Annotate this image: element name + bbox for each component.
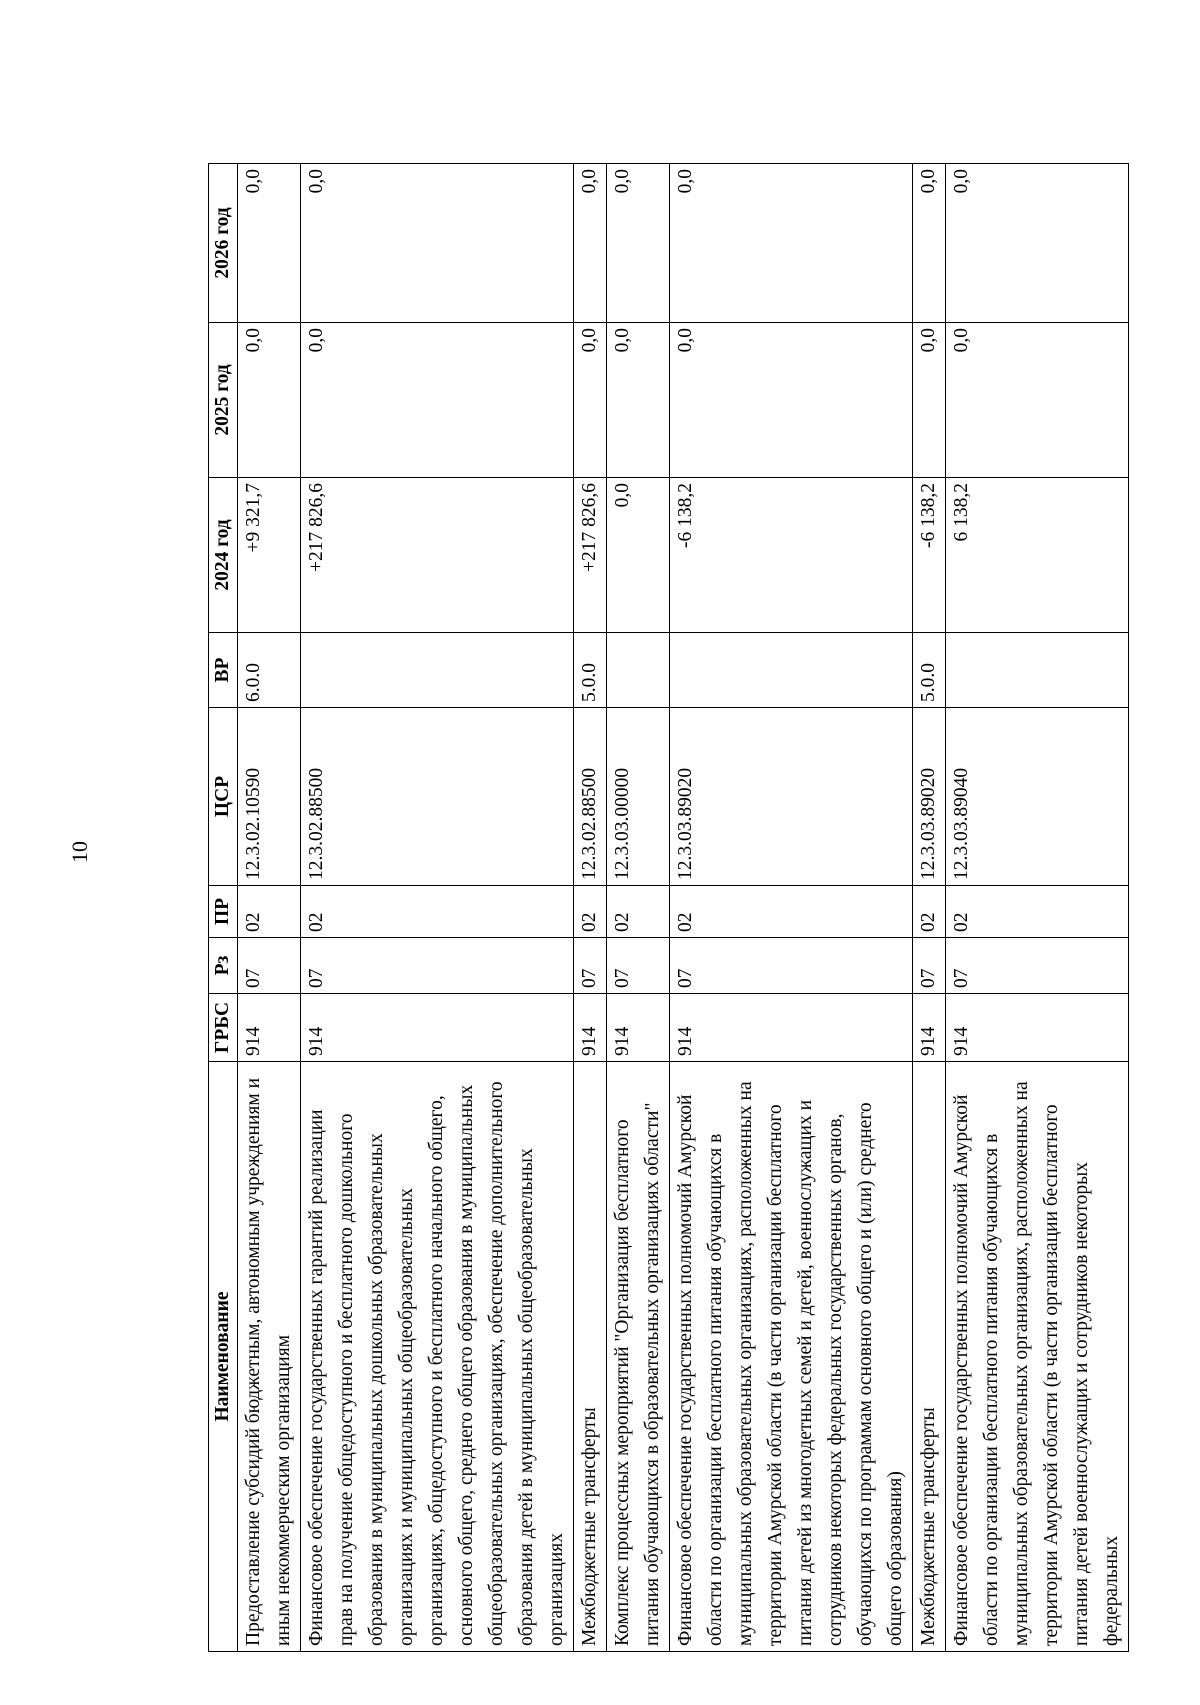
cell-rz: 07 bbox=[238, 938, 301, 994]
cell-rz: 07 bbox=[301, 938, 574, 994]
cell-pr: 02 bbox=[238, 886, 301, 938]
table-row bbox=[574, 164, 607, 1652]
cell-rz: 07 bbox=[607, 938, 670, 994]
cell-2025: 0,0 bbox=[301, 323, 574, 478]
cell-grbs: 914 bbox=[946, 994, 1129, 1062]
cell-name: Предоставление субсидий бюджетным, автономным учреждениям и иным некоммерческим организациям bbox=[238, 1062, 301, 1652]
header-rz: Рз bbox=[209, 938, 238, 994]
cell-vr: 5.0.0 bbox=[913, 633, 946, 708]
cell-csr: 12.3.03.89020 bbox=[913, 708, 946, 886]
cell-2026: 0,0 bbox=[946, 164, 1129, 323]
cell-vr bbox=[607, 633, 670, 708]
cell-vr bbox=[670, 633, 913, 708]
cell-csr: 12.3.03.89020 bbox=[670, 708, 913, 886]
table-row bbox=[238, 164, 301, 1652]
cell-2024: +9 321,7 bbox=[238, 478, 301, 633]
cell-rz: 07 bbox=[670, 938, 913, 994]
table-row bbox=[946, 164, 1129, 1652]
cell-grbs: 914 bbox=[574, 994, 607, 1062]
table-row bbox=[301, 164, 574, 1652]
cell-2024: 6 138,2 bbox=[946, 478, 1129, 633]
cell-grbs: 914 bbox=[301, 994, 574, 1062]
cell-pr: 02 bbox=[301, 886, 574, 938]
cell-2026: 0,0 bbox=[607, 164, 670, 323]
header-pr: ПР bbox=[209, 886, 238, 938]
cell-2024: -6 138,2 bbox=[913, 478, 946, 633]
header-2024: 2024 год bbox=[209, 478, 238, 633]
cell-2024: 0,0 bbox=[607, 478, 670, 633]
cell-2026: 0,0 bbox=[670, 164, 913, 323]
cell-name: Межбюджетные трансферты bbox=[913, 1062, 946, 1652]
cell-2025: 0,0 bbox=[670, 323, 913, 478]
cell-vr bbox=[301, 633, 574, 708]
table-row bbox=[913, 164, 946, 1652]
cell-vr bbox=[946, 633, 1129, 708]
cell-csr: 12.3.02.88500 bbox=[574, 708, 607, 886]
cell-vr: 6.0.0 bbox=[238, 633, 301, 708]
cell-rz: 07 bbox=[946, 938, 1129, 994]
cell-2026: 0,0 bbox=[913, 164, 946, 323]
cell-2024: -6 138,2 bbox=[670, 478, 913, 633]
cell-grbs: 914 bbox=[913, 994, 946, 1062]
header-csr: ЦСР bbox=[209, 708, 238, 886]
header-grbs: ГРБС bbox=[209, 994, 238, 1062]
cell-name: Финансовое обеспечение государственных полномочий Амурской области по организации бесплатного питания обучающихся в муниципальных образовательных организациях, расположенных на территории Амурской области (в части организации бесплатного питания детей из многодетных семей и детей, военнослужащих и сотрудников некоторых федеральных государственных органов, обучающихся по программам основного общего и (или) среднего общего образования) bbox=[670, 1062, 913, 1652]
cell-2025: 0,0 bbox=[607, 323, 670, 478]
cell-pr: 02 bbox=[946, 886, 1129, 938]
budget-table bbox=[208, 163, 1129, 1652]
cell-name: Комплекс процессных мероприятий "Организация бесплатного питания обучающихся в образовательных организациях области" bbox=[607, 1062, 670, 1652]
cell-pr: 02 bbox=[913, 886, 946, 938]
cell-2025: 0,0 bbox=[574, 323, 607, 478]
cell-vr: 5.0.0 bbox=[574, 633, 607, 708]
table-row bbox=[670, 164, 913, 1652]
cell-pr: 02 bbox=[607, 886, 670, 938]
header-vr: ВР bbox=[209, 633, 238, 708]
cell-name: Межбюджетные трансферты bbox=[574, 1062, 607, 1652]
header-name: Наименование bbox=[209, 1062, 238, 1652]
table-row bbox=[607, 164, 670, 1652]
cell-2026: 0,0 bbox=[574, 164, 607, 323]
cell-grbs: 914 bbox=[670, 994, 913, 1062]
header-2025: 2025 год bbox=[209, 323, 238, 478]
cell-pr: 02 bbox=[574, 886, 607, 938]
cell-2026: 0,0 bbox=[301, 164, 574, 323]
cell-2024: +217 826,6 bbox=[301, 478, 574, 633]
cell-name: Финансовое обеспечение государственных полномочий Амурской области по организации бесплатного питания обучающихся в муниципальных образовательных организациях, расположенных на территории Амурской области (в части организации бесплатного питания детей военнослужащих и сотрудников некоторых федеральных bbox=[946, 1062, 1129, 1652]
cell-csr: 12.3.03.00000 bbox=[607, 708, 670, 886]
table-header-row bbox=[209, 164, 238, 1652]
cell-2025: 0,0 bbox=[238, 323, 301, 478]
header-2026: 2026 год bbox=[209, 164, 238, 323]
cell-rz: 07 bbox=[574, 938, 607, 994]
cell-grbs: 914 bbox=[238, 994, 301, 1062]
cell-rz: 07 bbox=[913, 938, 946, 994]
cell-csr: 12.3.02.10590 bbox=[238, 708, 301, 886]
cell-pr: 02 bbox=[670, 886, 913, 938]
cell-name: Финансовое обеспечение государственных гарантий реализации прав на получение общедоступного и бесплатного дошкольного образования в муниципальных дошкольных образовательных организациях и муниципальных общеобразовательных организациях, общедоступного и бесплатного начального общего, основного общего, среднего общего образования в муниципальных общеобразовательных организациях, обеспечение дополнительного образования детей в муниципальных общеобразовательных организациях bbox=[301, 1062, 574, 1652]
cell-2025: 0,0 bbox=[913, 323, 946, 478]
cell-2024: +217 826,6 bbox=[574, 478, 607, 633]
rotated-table-container bbox=[208, 164, 1122, 1652]
page-number: 10 bbox=[67, 841, 92, 863]
cell-2026: 0,0 bbox=[238, 164, 301, 323]
cell-csr: 12.3.03.89040 bbox=[946, 708, 1129, 886]
cell-2025: 0,0 bbox=[946, 323, 1129, 478]
cell-csr: 12.3.02.88500 bbox=[301, 708, 574, 886]
cell-grbs: 914 bbox=[607, 994, 670, 1062]
